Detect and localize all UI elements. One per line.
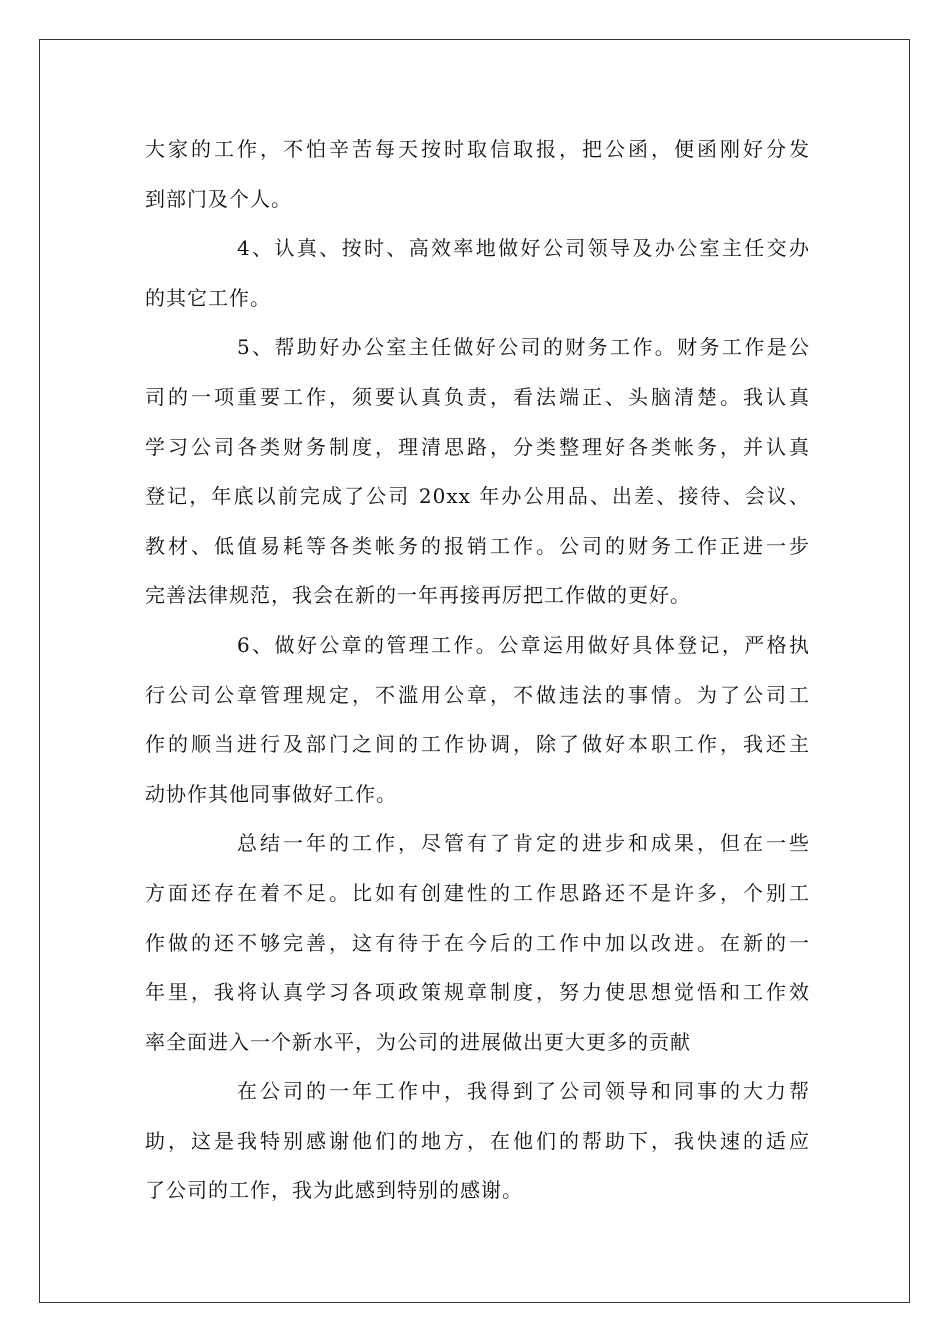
text-line: 在公司的一年工作中，我得到了公司领导和同事的大力帮 bbox=[237, 1079, 810, 1104]
text-line: 行公司公章管理规定，不滥用公章，不做违法的事情。为了公司工 bbox=[145, 682, 810, 707]
text-line: 助，这是我特别感谢他们的地方，在他们的帮助下，我快速的适应 bbox=[145, 1128, 810, 1153]
text-line: 率全面进入一个新水平，为公司的进展做出更大更多的贡献 bbox=[145, 1029, 691, 1054]
text-line: 作做的还不够完善，这有待于在今后的工作中加以改进。在新的一 bbox=[145, 930, 810, 955]
text-line: 作的顺当进行及部门之间的工作协调，除了做好本职工作，我还主 bbox=[145, 732, 810, 757]
text-line: 到部门及个人。 bbox=[145, 186, 292, 211]
text-line: 登记，年底以前完成了公司 20xx 年办公用品、出差、接待、会议、 bbox=[145, 484, 810, 509]
text-line: 了公司的工作，我为此感到特别的感谢。 bbox=[145, 1178, 523, 1203]
text-line: 动协作其他同事做好工作。 bbox=[145, 781, 397, 806]
text-line: 的其它工作。 bbox=[145, 285, 271, 310]
text-line: 总结一年的工作，尽管有了肯定的进步和成果，但在一些 bbox=[237, 831, 810, 856]
text-line: 6、做好公章的管理工作。公章运用做好具体登记，严格执 bbox=[237, 632, 810, 657]
document-body bbox=[145, 125, 810, 1216]
text-line: 学习公司各类财务制度，理清思路，分类整理好各类帐务，并认真 bbox=[145, 434, 810, 459]
text-line: 年里，我将认真学习各项政策规章制度，努力使思想觉悟和工作效 bbox=[145, 980, 810, 1005]
text-line: 大家的工作，不怕辛苦每天按时取信取报，把公函，便函刚好分发 bbox=[145, 137, 810, 161]
text-line: 5、帮助好办公室主任做好公司的财务工作。财务工作是公 bbox=[237, 335, 810, 360]
text-line: 教材、低值易耗等各类帐务的报销工作。公司的财务工作正进一步 bbox=[145, 533, 810, 558]
text-line: 方面还存在着不足。比如有创建性的工作思路还不是许多，个别工 bbox=[145, 880, 810, 905]
text-line: 4、认真、按时、高效率地做好公司领导及办公室主任交办 bbox=[237, 236, 810, 261]
text-line: 完善法律规范，我会在新的一年再接再厉把工作做的更好。 bbox=[145, 583, 691, 608]
text-line: 司的一项重要工作，须要认真负责，看法端正、头脑清楚。我认真 bbox=[145, 384, 810, 409]
